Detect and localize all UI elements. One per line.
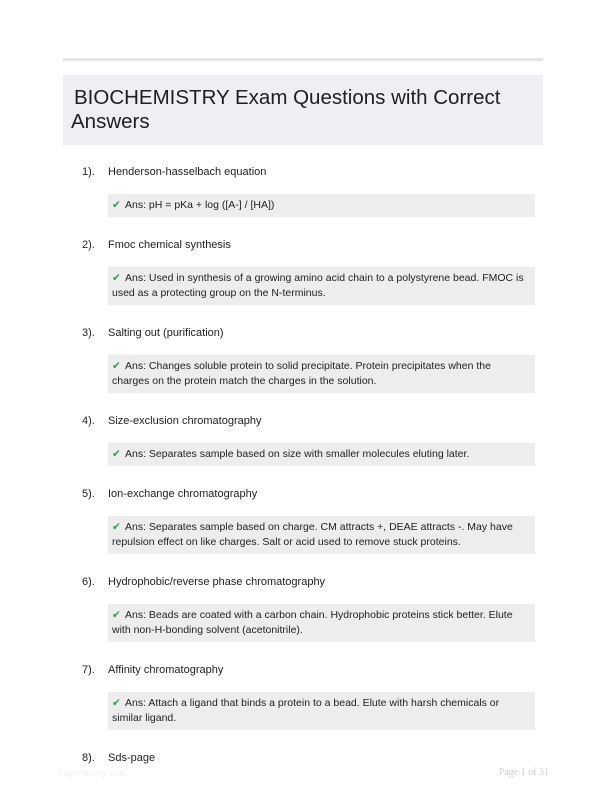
- question-row: [63, 576, 543, 596]
- qa-item: [63, 664, 543, 730]
- answer-text: Ans: Used in synthesis of a growing amino acid chain to a polystyrene bead. FMOC is used as a protecting group on the N-terminus.: [112, 272, 524, 299]
- qa-item: [63, 327, 543, 393]
- answer-box: [108, 692, 535, 730]
- answer-text: Ans: Changes soluble protein to solid precipitate. Protein precipitates when the charges on the protein match the charges in the solution.: [112, 360, 491, 387]
- qa-item: [63, 415, 543, 466]
- check-icon: ✔: [112, 272, 121, 284]
- question-text: Affinity chromatography: [108, 664, 224, 676]
- answer-text: Ans: Beads are coated with a carbon chain. Hydrophobic proteins stick better. Elute with non-H-bonding solvent (acetonitrile).: [112, 609, 513, 636]
- qa-item: [63, 576, 543, 642]
- page-number: Page 1 of 31: [498, 767, 549, 778]
- question-text: Sds-page: [108, 752, 156, 764]
- question-row: [63, 166, 543, 186]
- question-number: 2).: [82, 239, 95, 251]
- qa-item: [63, 488, 543, 554]
- answer-box: [108, 516, 535, 554]
- check-icon: ✔: [112, 609, 121, 621]
- answer-box: [108, 443, 535, 466]
- question-number: 5).: [82, 488, 95, 500]
- question-row: [63, 664, 543, 684]
- check-icon: ✔: [112, 521, 121, 533]
- question-number: 1).: [82, 166, 95, 178]
- question-text: Size-exclusion chromatography: [108, 415, 262, 427]
- answer-text: Ans: Separates sample based on charge. CM attracts +, DEAE attracts -. May have repulsion effect on like charges. Salt or acid used to remove stuck proteins.: [112, 521, 513, 548]
- question-text: Hydrophobic/reverse phase chromatography: [108, 576, 326, 588]
- footer-watermark: Paperlibrary.com: [58, 768, 126, 778]
- question-row: [63, 327, 543, 347]
- question-row: [63, 239, 543, 259]
- check-icon: ✔: [112, 199, 121, 211]
- answer-text: Ans: Attach a ligand that binds a protein to a bead. Elute with harsh chemicals or similar ligand.: [112, 697, 500, 724]
- answer-text: Ans: Separates sample based on size with smaller molecules eluting later.: [125, 448, 470, 460]
- qa-item: [63, 239, 543, 305]
- question-number: 3).: [82, 327, 95, 339]
- answer-box: [108, 194, 535, 217]
- qa-item: [63, 166, 543, 217]
- question-number: 7).: [82, 664, 95, 676]
- question-number: 4).: [82, 415, 95, 427]
- question-text: Henderson-hasselbach equation: [108, 166, 267, 178]
- qa-item: [63, 752, 543, 772]
- question-number: 8).: [82, 752, 95, 764]
- document-title: BIOCHEMISTRY Exam Questions with Correct Answers: [71, 86, 501, 133]
- qa-list: [63, 166, 543, 794]
- question-row: [63, 415, 543, 435]
- check-icon: ✔: [112, 697, 121, 709]
- question-number: 6).: [82, 576, 95, 588]
- top-divider: [63, 58, 543, 61]
- answer-box: [108, 604, 535, 642]
- question-text: Salting out (purification): [108, 327, 224, 339]
- answer-box: [108, 355, 535, 393]
- question-row: [63, 752, 543, 772]
- answer-text: Ans: pH = pKa + log ([A-] / [HA]): [125, 199, 275, 211]
- check-icon: ✔: [112, 360, 121, 372]
- question-row: [63, 488, 543, 508]
- question-text: Fmoc chemical synthesis: [108, 239, 231, 251]
- title-banner: [63, 75, 543, 145]
- answer-box: [108, 267, 535, 305]
- question-text: Ion-exchange chromatography: [108, 488, 258, 500]
- check-icon: ✔: [112, 448, 121, 460]
